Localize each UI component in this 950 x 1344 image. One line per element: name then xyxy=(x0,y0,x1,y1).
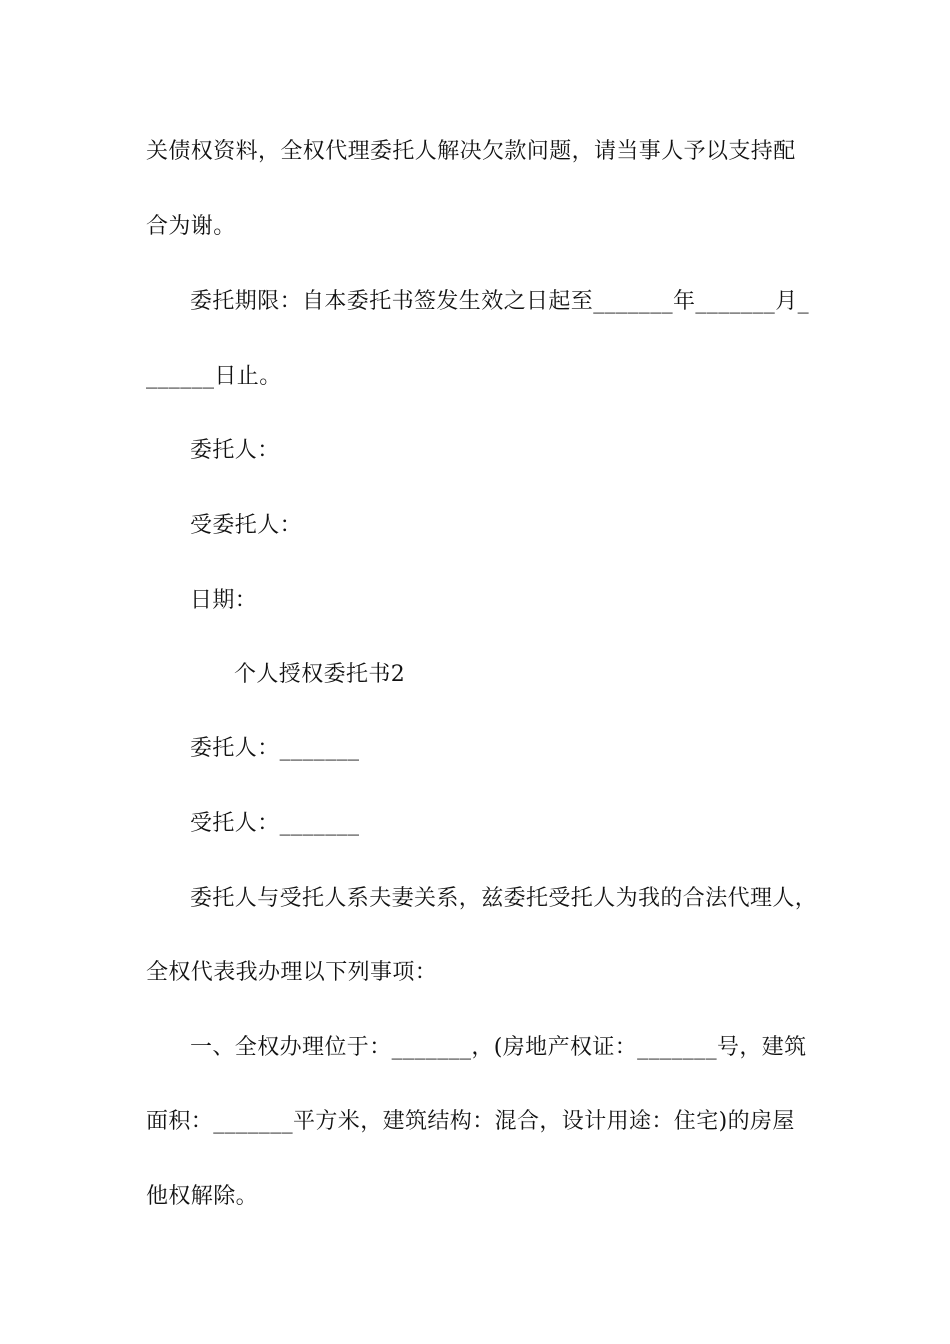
paragraph-line: 合为谢。 xyxy=(146,214,236,239)
paragraph-line: 全权代表我办理以下列事项： xyxy=(146,960,438,985)
item-one-line: 面积：_______平方米，建筑结构：混合，设计用途：住宅)的房屋 xyxy=(146,1109,795,1134)
paragraph-line: 委托人与受托人系夫妻关系，兹委托受托人为我的合法代理人， xyxy=(190,886,818,911)
entrust-period-line-end: ______日止。 xyxy=(146,364,282,389)
agent-label: 受委托人： xyxy=(190,513,303,538)
principal-label: 委托人： xyxy=(190,438,280,463)
paragraph-line: 关债权资料，全权代理委托人解决欠款问题，请当事人予以支持配 xyxy=(146,139,796,164)
item-one-line: 一、全权办理位于：_______，(房地产权证：_______号，建筑 xyxy=(190,1035,807,1060)
entrust-period-line: 委托期限：自本委托书签发生效之日起至_______年_______月_ xyxy=(190,289,810,314)
agent-field: 受托人：_______ xyxy=(190,811,360,836)
item-one-line: 他权解除。 xyxy=(146,1184,259,1209)
principal-field: 委托人：_______ xyxy=(190,736,360,761)
section-title: 个人授权委托书2 xyxy=(234,662,406,687)
date-label: 日期： xyxy=(190,588,258,613)
